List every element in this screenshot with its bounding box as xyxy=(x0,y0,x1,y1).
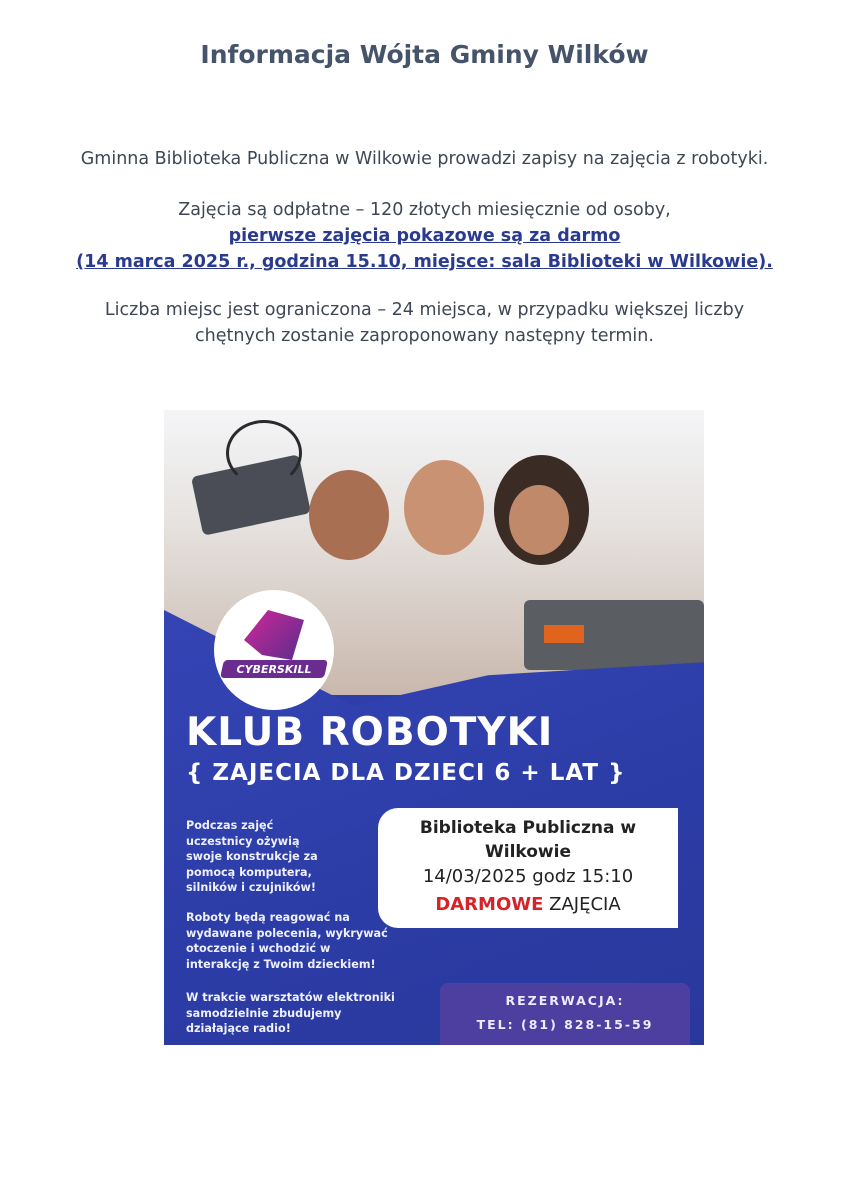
venue-line-1: Biblioteka Publiczna w xyxy=(419,818,637,838)
paragraph-capacity xyxy=(0,297,849,349)
side-text-3 xyxy=(186,990,416,1037)
side-text-line: silników i czujników! xyxy=(186,881,316,894)
robotics-poster xyxy=(164,410,704,1045)
pricing-line: Zajęcia są odpłatne – 120 złotych miesięcznie od osoby, xyxy=(178,200,671,220)
side-text-line: Roboty będą reagować na xyxy=(186,911,350,924)
venue-name xyxy=(378,816,678,864)
side-text-line: wydawane polecenia, wykrywać xyxy=(186,926,388,940)
reservation-box xyxy=(440,983,690,1045)
side-text-line: samodzielnie zbudujemy xyxy=(186,1006,342,1020)
event-datetime: 14/03/2025 godz 15:10 xyxy=(422,866,634,887)
capacity-line-2: chętnych zostanie zaproponowany następny termin. xyxy=(195,326,654,346)
logo-wolf-shape xyxy=(244,610,304,660)
child-2 xyxy=(404,460,484,555)
free-class-line: pierwsze zajęcia pokazowe są za darmo xyxy=(228,226,621,246)
page-title: Informacja Wójta Gminy Wilków xyxy=(200,40,649,69)
poster-subtitle: { ZAJECIA DLA DZIECI 6 + LAT } xyxy=(186,760,626,786)
reservation-label: REZERWACJA: xyxy=(505,993,625,1008)
classes-word: ZAJĘCIA xyxy=(543,894,621,915)
free-class-label xyxy=(378,894,678,915)
reservation-phone: TEL: (81) 828-15-59 xyxy=(476,1017,654,1032)
cyberskill-logo xyxy=(214,590,334,710)
side-text-line: otoczenie i wchodzić w xyxy=(186,942,331,955)
free-word: DARMOWE xyxy=(435,894,544,915)
poster-title: KLUB ROBOTYKI xyxy=(186,710,554,755)
paragraph-pricing xyxy=(0,197,849,275)
side-text-line: pomocą komputera, xyxy=(186,865,312,879)
robot-cable xyxy=(226,420,302,486)
capacity-line-1: Liczba miejsc jest ograniczona – 24 miejsca, w przypadku większej liczby xyxy=(104,300,745,320)
side-text-line: swoje konstrukcje za xyxy=(186,850,318,863)
child-3-face xyxy=(509,485,569,555)
venue-line-2: Wilkowie xyxy=(485,842,571,862)
event-info-box xyxy=(378,808,678,928)
date-place-line: (14 marca 2025 r., godzina 15.10, miejsce: sala Biblioteki w Wilkowie). xyxy=(76,252,773,272)
side-text-line: interakcję z Twoim dzieckiem! xyxy=(186,957,376,971)
side-text-line: działające radio! xyxy=(186,1022,291,1035)
side-text-line: Podczas zajęć xyxy=(186,819,274,832)
logo-text: CYBERSKILL xyxy=(236,663,312,676)
paragraph-intro: Gminna Biblioteka Publiczna w Wilkowie prowadzi zapisy na zajęcia z robotyki. xyxy=(80,149,769,169)
child-1 xyxy=(309,470,389,560)
side-text-line: uczestnicy ożywią xyxy=(186,834,300,848)
side-text-line: W trakcie warsztatów elektroniki xyxy=(186,991,395,1004)
robot-part-orange xyxy=(544,625,584,643)
